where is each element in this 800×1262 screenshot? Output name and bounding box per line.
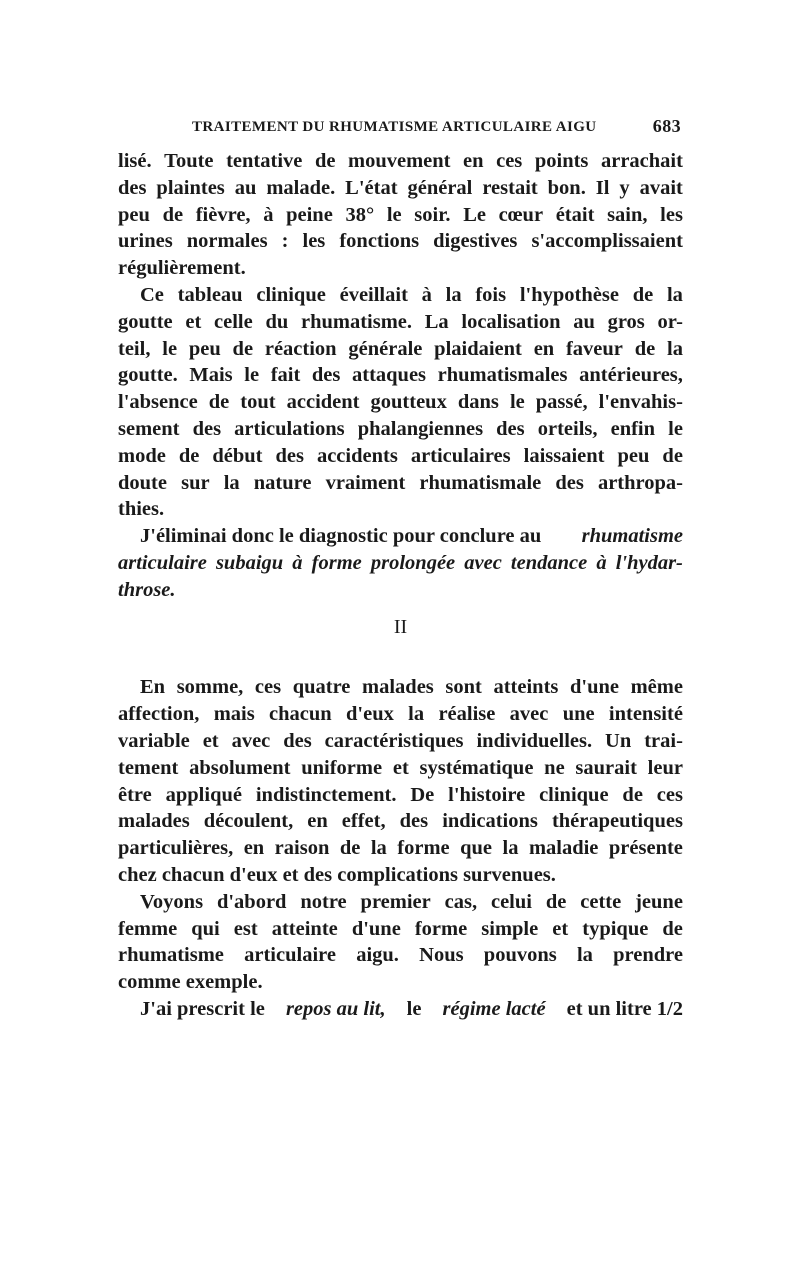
- running-title: TRAITEMENT DU RHUMATISME ARTICULAIRE AIGU: [192, 119, 597, 135]
- word: goutteux: [370, 391, 447, 414]
- word: peu: [118, 203, 150, 226]
- word: et: [392, 756, 409, 779]
- word: les: [660, 203, 683, 226]
- text-line: [118, 309, 683, 336]
- word: phalangiennes: [357, 417, 484, 440]
- word: des: [192, 417, 222, 440]
- word: celle: [214, 310, 253, 333]
- word: femme: [118, 917, 178, 940]
- word: de: [662, 444, 683, 467]
- word: des: [283, 729, 312, 752]
- word: à: [263, 203, 274, 226]
- word: orteils,: [537, 417, 598, 440]
- word: ces: [254, 676, 282, 699]
- word: tement: [118, 756, 179, 779]
- word: réalise: [438, 703, 496, 726]
- word: peu: [617, 444, 650, 467]
- word: le: [162, 337, 178, 360]
- word: est: [233, 917, 258, 940]
- word: attaques: [352, 364, 427, 387]
- word: systématique: [419, 756, 534, 779]
- text-line: [118, 808, 683, 835]
- word: teil,: [118, 337, 151, 360]
- word: vraiment: [325, 471, 406, 494]
- word: la: [502, 837, 519, 860]
- word: passé,: [535, 391, 588, 414]
- word: articulaire: [118, 551, 207, 574]
- word: la: [667, 337, 683, 360]
- word: de: [622, 783, 643, 806]
- word: restait: [482, 176, 538, 199]
- word: affection,: [118, 703, 200, 726]
- word: rhumatismale: [419, 471, 542, 494]
- word: mouvement: [348, 150, 451, 172]
- word: rhumatisme: [118, 944, 224, 967]
- text-line: [118, 523, 683, 550]
- word: localisation: [461, 310, 561, 333]
- paragraph-5: [118, 889, 683, 996]
- word: sement: [118, 417, 180, 440]
- word: appliqué: [165, 783, 242, 806]
- word: le: [668, 417, 683, 440]
- word: en: [307, 810, 328, 833]
- word: accidents: [316, 444, 398, 467]
- word: l'histoire: [448, 783, 526, 806]
- word: saurait: [575, 756, 637, 779]
- paragraph-4: [118, 674, 683, 888]
- text-italic: repos au lit,: [285, 997, 386, 1020]
- word: de: [208, 391, 230, 414]
- word: somme,: [176, 676, 244, 699]
- word: faveur: [565, 337, 623, 360]
- word: enfin: [610, 417, 656, 440]
- word: à: [596, 551, 607, 574]
- word: notre: [300, 890, 347, 913]
- word: découlent,: [203, 810, 294, 833]
- word: les: [302, 230, 326, 253]
- word: En: [140, 676, 166, 699]
- text-line: [118, 835, 683, 862]
- word: l'hydar-: [615, 551, 683, 574]
- text-line: [118, 282, 683, 309]
- word: en: [243, 837, 265, 860]
- word: :: [281, 230, 289, 253]
- word: bon.: [547, 176, 586, 199]
- word: aigu.: [356, 944, 399, 967]
- word: 38°: [345, 203, 375, 226]
- word: malades: [362, 676, 434, 699]
- word: nature: [253, 471, 312, 494]
- page-number: 683: [652, 116, 681, 136]
- word: éveillait: [339, 283, 408, 306]
- text-line: [118, 336, 683, 363]
- text-line: [118, 916, 683, 943]
- text-line: comme exemple.: [118, 971, 263, 994]
- text-line: [118, 728, 683, 755]
- word: et: [552, 917, 569, 940]
- word: indications: [442, 810, 538, 833]
- word: simple: [481, 917, 539, 940]
- running-head: [118, 116, 683, 140]
- word: doute: [118, 471, 167, 494]
- text-line: [118, 202, 683, 229]
- word: tentative: [226, 150, 303, 172]
- word: arthropa-: [597, 471, 683, 494]
- word: d'une: [569, 676, 619, 699]
- word: prendre: [613, 944, 683, 967]
- word: la: [666, 283, 683, 306]
- word: or-: [657, 310, 683, 333]
- body-text: [118, 148, 683, 1023]
- word: de: [178, 444, 200, 467]
- word: atteinte: [271, 917, 338, 940]
- word: une: [562, 703, 595, 726]
- word: ces: [496, 150, 523, 172]
- text-line: [118, 362, 683, 389]
- word: général: [407, 176, 473, 199]
- word: goutte: [118, 310, 173, 333]
- word: thérapeutiques: [551, 810, 683, 833]
- word: mode: [118, 444, 166, 467]
- word: dans: [457, 391, 499, 414]
- word: l'envahis-: [598, 391, 683, 414]
- text-line: régulièrement.: [118, 257, 246, 280]
- word: quatre: [292, 676, 351, 699]
- text-italic: rhumatisme: [581, 525, 683, 548]
- text-line-italic: throse.: [118, 578, 176, 601]
- text-line: [118, 443, 683, 470]
- text-line: chez chacun d'eux et des complications survenues.: [118, 863, 556, 886]
- word: l'hypothèse: [519, 283, 619, 306]
- word: maladie: [528, 837, 599, 860]
- word: le: [244, 364, 260, 387]
- text-line: [118, 228, 683, 255]
- word: Voyons: [140, 890, 204, 913]
- word: chacun: [269, 703, 332, 726]
- word: fait: [270, 364, 301, 387]
- word: le: [509, 391, 525, 414]
- text-line: [118, 701, 683, 728]
- word: de: [314, 150, 336, 172]
- word: clinique: [256, 283, 326, 306]
- word: normales: [186, 230, 268, 253]
- word: de: [634, 337, 656, 360]
- word: la: [445, 283, 462, 306]
- word: individuelles.: [476, 729, 593, 752]
- paragraph-6: [118, 996, 683, 1023]
- word: avait: [639, 176, 683, 199]
- word: fonctions: [339, 230, 420, 253]
- word: à: [292, 551, 303, 574]
- word: était: [555, 203, 595, 226]
- word: que: [460, 837, 493, 860]
- section-heading: II: [393, 615, 408, 638]
- word: d'une: [351, 917, 401, 940]
- word: lisé.: [118, 150, 152, 172]
- word: de: [662, 917, 683, 940]
- word: malades: [118, 810, 190, 833]
- word: Un: [605, 729, 632, 752]
- word: atteints: [493, 676, 559, 699]
- word: prolongée: [370, 551, 456, 574]
- word: leur: [647, 756, 683, 779]
- word: plaintes: [156, 176, 225, 199]
- word: Le: [463, 203, 486, 226]
- word: ces: [656, 783, 683, 806]
- word: articulaires: [410, 444, 511, 467]
- word: cas,: [444, 890, 478, 913]
- word: Mais: [189, 364, 233, 387]
- word: effet,: [341, 810, 386, 833]
- word: articulations: [234, 417, 345, 440]
- word: en: [463, 150, 484, 172]
- word: urines: [118, 230, 173, 253]
- word: articulaire: [244, 944, 336, 967]
- word: antérieures,: [579, 364, 683, 387]
- paragraph-1: [118, 148, 683, 282]
- word: cette: [580, 890, 622, 913]
- text-line: [118, 416, 683, 443]
- word: points: [534, 150, 589, 172]
- word: d'eux: [346, 703, 394, 726]
- text-line: [118, 148, 683, 175]
- paragraph-2: [118, 282, 683, 523]
- text-line: [118, 175, 683, 202]
- word: de: [545, 890, 567, 913]
- word: arrachait: [600, 150, 683, 172]
- word: réaction: [264, 337, 337, 360]
- text-line: [118, 782, 683, 809]
- text-line: [118, 889, 683, 916]
- word: la: [223, 471, 240, 494]
- word: subaigu: [215, 551, 284, 574]
- word: caractéristiques: [324, 729, 464, 752]
- text-line: [118, 389, 683, 416]
- word: au: [234, 176, 257, 199]
- word: accident: [286, 391, 360, 414]
- word: être: [118, 783, 152, 806]
- word: soir.: [414, 203, 451, 226]
- word: sur: [181, 471, 210, 494]
- word: peu: [188, 337, 221, 360]
- paragraph-3: [118, 523, 683, 603]
- word: au: [573, 310, 595, 333]
- text-line: [118, 942, 683, 969]
- word: la: [370, 837, 387, 860]
- text-roman: J'éliminai donc le diagnostic pour conclure au: [140, 525, 542, 548]
- word: pouvons: [483, 944, 557, 967]
- word: le: [386, 203, 402, 226]
- word: absolument: [189, 756, 291, 779]
- word: jeune: [635, 890, 683, 913]
- word: Toute: [164, 150, 214, 172]
- word: plaidaient: [434, 337, 522, 360]
- text-roman: et un litre 1/2: [566, 997, 683, 1020]
- word: ne: [544, 756, 565, 779]
- word: la: [576, 944, 593, 967]
- word: présente: [608, 837, 683, 860]
- word: mais: [213, 703, 255, 726]
- word: digestives: [433, 230, 518, 253]
- text-line: thies.: [118, 498, 165, 521]
- word: du: [265, 310, 289, 333]
- word: rhumatisme.: [300, 310, 413, 333]
- word: de: [162, 203, 184, 226]
- text-roman: J'ai prescrit le: [140, 997, 265, 1020]
- word: à: [421, 283, 432, 306]
- word: avec: [509, 703, 549, 726]
- text-line: [118, 470, 683, 497]
- word: clinique: [539, 783, 609, 806]
- word: la: [408, 703, 425, 726]
- word: goutte.: [118, 364, 178, 387]
- text-italic: régime lacté: [442, 997, 546, 1020]
- word: rhumatismales: [437, 364, 568, 387]
- word: particulières,: [118, 837, 234, 860]
- word: sain,: [607, 203, 648, 226]
- text-roman: le: [406, 997, 422, 1020]
- word: variable: [118, 729, 190, 752]
- word: gros: [607, 310, 645, 333]
- word: celui: [490, 890, 532, 913]
- word: des: [311, 364, 341, 387]
- word: des: [555, 471, 584, 494]
- word: fièvre,: [195, 203, 251, 226]
- word: intensité: [608, 703, 683, 726]
- word: et: [202, 729, 219, 752]
- word: et: [185, 310, 202, 333]
- word: l'absence: [118, 391, 198, 414]
- word: en: [533, 337, 555, 360]
- word: cœur: [498, 203, 544, 226]
- word: L'état: [345, 176, 398, 199]
- word: de: [632, 283, 654, 306]
- word: Nous: [419, 944, 464, 967]
- text-line: [118, 674, 683, 701]
- word: malade.: [266, 176, 336, 199]
- word: De: [410, 783, 435, 806]
- word: avec: [231, 729, 271, 752]
- word: d'abord: [216, 890, 287, 913]
- word: qui: [191, 917, 220, 940]
- word: forme: [397, 837, 450, 860]
- word: de: [339, 837, 361, 860]
- word: tableau: [177, 283, 243, 306]
- word: typique: [582, 917, 649, 940]
- word: y: [619, 176, 630, 199]
- text-line-italic: [118, 550, 683, 577]
- word: des: [399, 810, 429, 833]
- word: tout: [240, 391, 276, 414]
- word: même: [630, 676, 683, 699]
- word: s'accomplissaient: [531, 230, 683, 253]
- word: générale: [348, 337, 423, 360]
- text-line: [118, 996, 683, 1023]
- word: début: [212, 444, 263, 467]
- word: des: [118, 176, 147, 199]
- word: avec: [464, 551, 502, 574]
- word: La: [424, 310, 449, 333]
- text-line: [118, 755, 683, 782]
- word: de: [232, 337, 254, 360]
- word: forme: [311, 551, 362, 574]
- word: trai-: [644, 729, 683, 752]
- word: tendance: [510, 551, 588, 574]
- word: sont: [445, 676, 482, 699]
- word: Ce: [140, 283, 164, 306]
- word: raison: [274, 837, 330, 860]
- word: laissaient: [523, 444, 605, 467]
- word: des: [275, 444, 304, 467]
- word: fois: [475, 283, 507, 306]
- word: des: [496, 417, 525, 440]
- word: indistinctement.: [255, 783, 397, 806]
- word: Il: [595, 176, 610, 199]
- word: forme: [414, 917, 468, 940]
- word: premier: [360, 890, 431, 913]
- word: uniforme: [301, 756, 383, 779]
- word: peine: [286, 203, 333, 226]
